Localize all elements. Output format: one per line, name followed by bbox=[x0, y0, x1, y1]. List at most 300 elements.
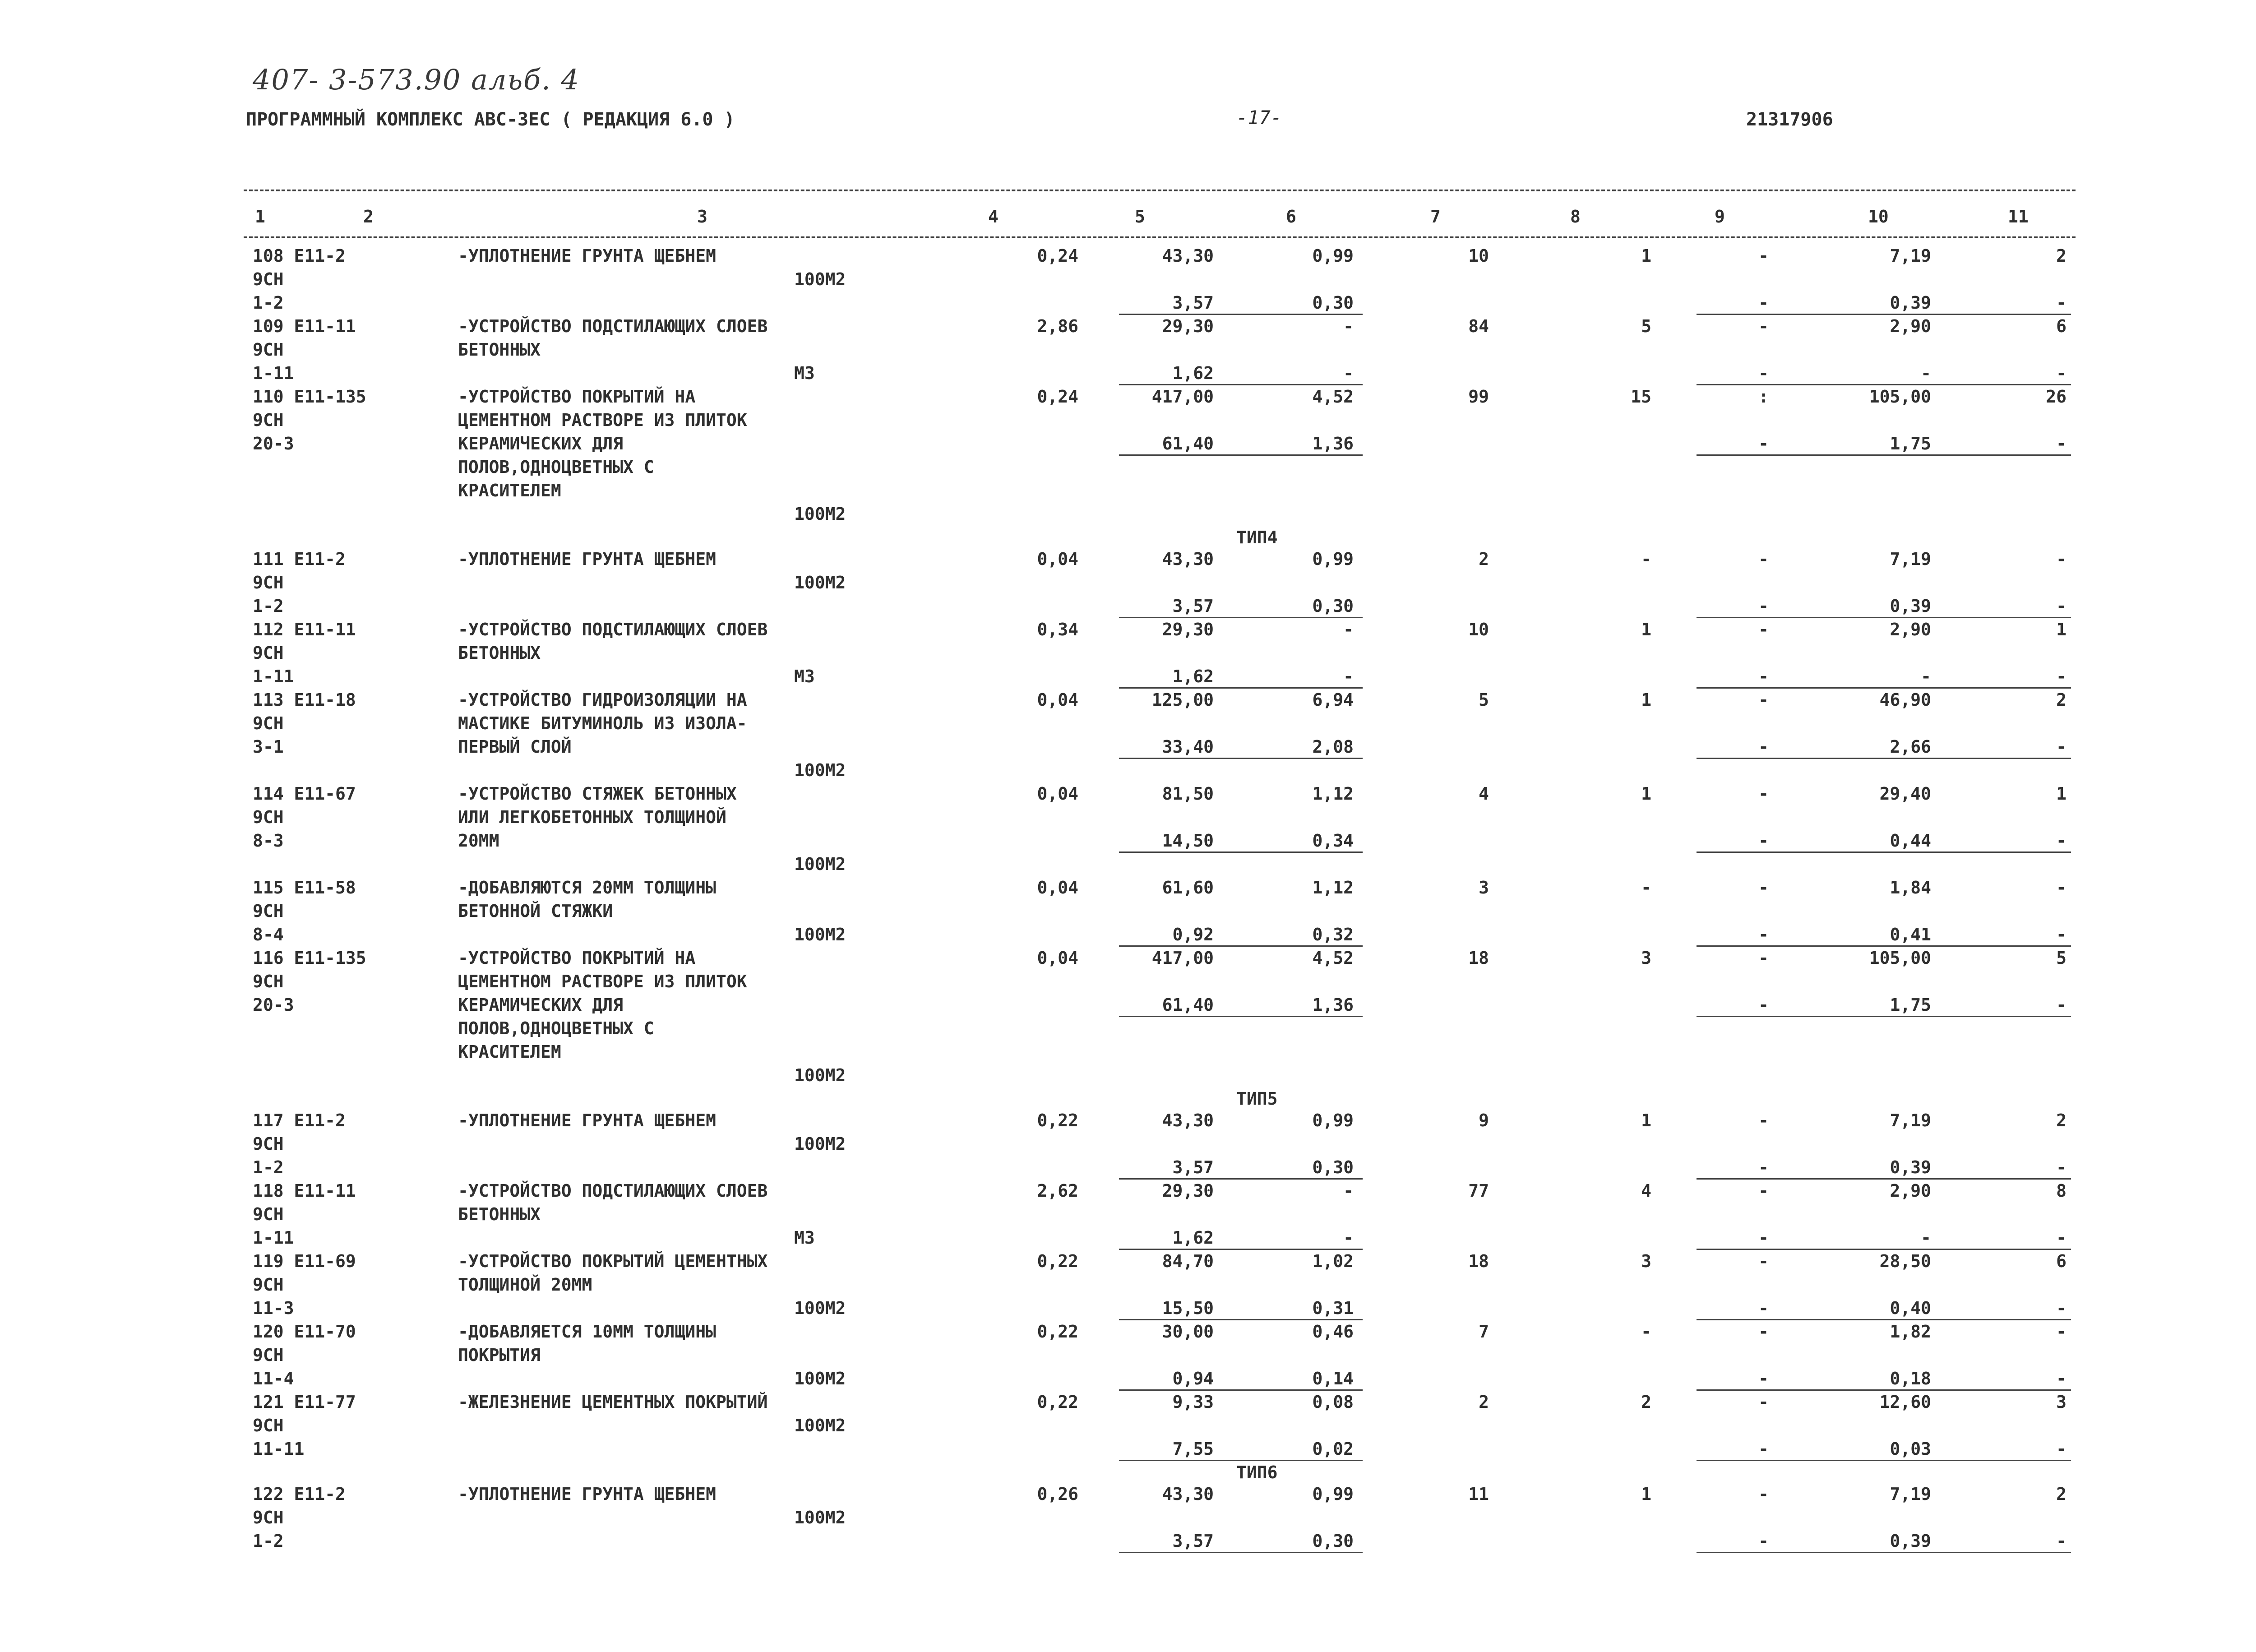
unit-price-wages: - bbox=[1343, 1181, 1354, 1201]
item-code: 1-2 bbox=[253, 1157, 284, 1177]
col-number: 11 bbox=[2008, 207, 2029, 227]
item-code: 1-11 bbox=[253, 1228, 294, 1248]
col-number: 5 bbox=[1135, 207, 1145, 227]
item-code: 3-1 bbox=[253, 737, 284, 757]
unit-price: 3,57 bbox=[1172, 596, 1214, 616]
col-number: 10 bbox=[1868, 207, 1889, 227]
unit-price-wages: 1,12 bbox=[1312, 784, 1354, 804]
total-cost: 3 bbox=[1479, 878, 1489, 898]
work-description: 100М2 bbox=[794, 1298, 846, 1318]
total-wages: 4 bbox=[1641, 1181, 1651, 1201]
labor-value: 7,19 bbox=[1890, 549, 1931, 569]
total-underline bbox=[1697, 851, 2071, 853]
col-9-value: - bbox=[1758, 1369, 1769, 1388]
unit-price: 43,30 bbox=[1162, 1111, 1214, 1130]
total-underline bbox=[1697, 1016, 2071, 1017]
quantity: 0,24 bbox=[1037, 387, 1078, 407]
work-description: М3 bbox=[794, 1228, 815, 1248]
unit-price-wages: 0,99 bbox=[1312, 246, 1354, 266]
table-row bbox=[0, 1204, 2256, 1228]
total-cost: 9 bbox=[1479, 1111, 1489, 1130]
total-wages: 5 bbox=[1641, 316, 1651, 336]
col-11-value: - bbox=[2056, 831, 2066, 851]
labor-value: 105,00 bbox=[1869, 387, 1931, 407]
col-11-value: - bbox=[2056, 1439, 2066, 1459]
col-11-value: 6 bbox=[2056, 316, 2066, 336]
col-11-value: - bbox=[2056, 596, 2066, 616]
quantity: 0,22 bbox=[1037, 1251, 1078, 1271]
unit-price-wages: 2,08 bbox=[1312, 737, 1354, 757]
table-row bbox=[0, 1251, 2256, 1275]
labor-value: 0,03 bbox=[1890, 1439, 1931, 1459]
total-wages: - bbox=[1641, 1322, 1651, 1342]
quantity: 0,22 bbox=[1037, 1322, 1078, 1342]
item-code: 20-3 bbox=[253, 434, 294, 453]
work-description: -УПЛОТНЕНИЕ ГРУНТА ЩЕБНЕМ bbox=[458, 1111, 716, 1130]
table-row bbox=[0, 1065, 2256, 1089]
unit-price-wages: 0,99 bbox=[1312, 549, 1354, 569]
quantity: 0,22 bbox=[1037, 1111, 1078, 1130]
table-row bbox=[0, 1157, 2256, 1181]
total-underline bbox=[1119, 1016, 1363, 1017]
item-code: 9СН bbox=[253, 1275, 284, 1295]
work-description: 100М2 bbox=[794, 1134, 846, 1154]
col-9-value: - bbox=[1758, 925, 1769, 944]
work-description: -УСТРОЙСТВО СТЯЖЕК БЕТОННЫХ bbox=[458, 784, 737, 804]
unit-price: 61,40 bbox=[1162, 995, 1214, 1015]
page-number: -17- bbox=[1236, 106, 1282, 129]
total-underline bbox=[1119, 851, 1363, 853]
work-description: МАСТИКЕ БИТУМИНОЛЬ ИЗ ИЗОЛА- bbox=[458, 713, 747, 733]
total-underline bbox=[1119, 617, 1363, 618]
table-row bbox=[0, 690, 2256, 713]
work-description: ЦЕМЕНТНОМ РАСТВОРЕ ИЗ ПЛИТОК bbox=[458, 972, 747, 991]
work-description: 100М2 bbox=[794, 1416, 846, 1435]
unit-price-wages: - bbox=[1343, 666, 1354, 686]
work-description: -УПЛОТНЕНИЕ ГРУНТА ЩЕБНЕМ bbox=[458, 1484, 716, 1504]
col-number: 4 bbox=[988, 207, 999, 227]
work-description: 100М2 bbox=[794, 1369, 846, 1388]
item-code: 115 Е11-58 bbox=[253, 878, 356, 898]
total-underline bbox=[1697, 687, 2071, 689]
unit-price: 81,50 bbox=[1162, 784, 1214, 804]
unit-price: 7,55 bbox=[1172, 1439, 1214, 1459]
unit-price: 43,30 bbox=[1162, 549, 1214, 569]
col-number: 6 bbox=[1286, 207, 1296, 227]
total-underline bbox=[1697, 384, 2071, 385]
total-underline bbox=[1119, 1389, 1363, 1391]
table-row bbox=[0, 363, 2256, 387]
table-row bbox=[0, 1416, 2256, 1439]
item-code: 118 Е11-11 bbox=[253, 1181, 356, 1201]
col-9-value: - bbox=[1758, 831, 1769, 851]
total-underline bbox=[1119, 454, 1363, 456]
total-cost: 18 bbox=[1468, 948, 1489, 968]
work-description: ТИП5 bbox=[1236, 1089, 1278, 1109]
work-description: БЕТОННЫХ bbox=[458, 643, 541, 663]
unit-price-wages: 0,30 bbox=[1312, 1157, 1354, 1177]
unit-price-wages: 0,14 bbox=[1312, 1369, 1354, 1388]
work-description: 100М2 bbox=[794, 504, 846, 524]
unit-price: 417,00 bbox=[1151, 948, 1214, 968]
item-code: 119 Е11-69 bbox=[253, 1251, 356, 1271]
table-row bbox=[0, 1018, 2256, 1042]
col-9-value: - bbox=[1758, 948, 1769, 968]
table-row bbox=[0, 1508, 2256, 1531]
table-row bbox=[0, 410, 2256, 434]
item-code: 9СН bbox=[253, 1416, 284, 1435]
section-type-label bbox=[0, 1462, 2256, 1484]
work-description: -УСТРОЙСТВО ПОКРЫТИЙ НА bbox=[458, 948, 696, 968]
total-wages: 1 bbox=[1641, 1111, 1651, 1130]
work-description: КЕРАМИЧЕСКИХ ДЛЯ bbox=[458, 995, 624, 1015]
work-description: -ЖЕЛЕЗНЕНИЕ ЦЕМЕНТНЫХ ПОКРЫТИЙ bbox=[458, 1392, 768, 1412]
table-row bbox=[0, 1134, 2256, 1157]
item-code: 117 Е11-2 bbox=[253, 1111, 346, 1130]
unit-price: 3,57 bbox=[1172, 1157, 1214, 1177]
unit-price: 43,30 bbox=[1162, 1484, 1214, 1504]
work-description: БЕТОННЫХ bbox=[458, 1204, 541, 1224]
item-code: 8-4 bbox=[253, 925, 284, 944]
item-code: 9СН bbox=[253, 643, 284, 663]
work-description: КРАСИТЕЛЕМ bbox=[458, 1042, 561, 1062]
total-cost: 10 bbox=[1468, 620, 1489, 639]
unit-price: 84,70 bbox=[1162, 1251, 1214, 1271]
col-11-value: - bbox=[2056, 1298, 2066, 1318]
col-9-value: - bbox=[1758, 995, 1769, 1015]
total-cost: 10 bbox=[1468, 246, 1489, 266]
labor-value: 1,75 bbox=[1890, 995, 1931, 1015]
labor-value: - bbox=[1921, 1228, 1931, 1248]
total-underline bbox=[1697, 314, 2071, 315]
col-11-value: 5 bbox=[2056, 948, 2066, 968]
labor-value: 28,50 bbox=[1879, 1251, 1931, 1271]
item-code: 9СН bbox=[253, 901, 284, 921]
table-row bbox=[0, 434, 2256, 457]
item-code: 11-11 bbox=[253, 1439, 305, 1459]
unit-price-wages: 0,31 bbox=[1312, 1298, 1354, 1318]
col-11-value: 8 bbox=[2056, 1181, 2066, 1201]
col-9-value: - bbox=[1758, 246, 1769, 266]
work-description: М3 bbox=[794, 363, 815, 383]
col-11-value: 2 bbox=[2056, 1484, 2066, 1504]
item-code: 110 Е11-135 bbox=[253, 387, 366, 407]
col-number: 7 bbox=[1430, 207, 1441, 227]
table-row bbox=[0, 1111, 2256, 1134]
total-wages: 1 bbox=[1641, 690, 1651, 710]
unit-price-wages: 0,30 bbox=[1312, 1531, 1354, 1551]
col-11-value: - bbox=[2056, 1322, 2066, 1342]
col-9-value: - bbox=[1758, 1157, 1769, 1177]
item-code: 9СН bbox=[253, 340, 284, 360]
column-number-row bbox=[244, 207, 2076, 232]
table-row bbox=[0, 596, 2256, 620]
total-wages: 2 bbox=[1641, 1392, 1651, 1412]
total-cost: 84 bbox=[1468, 316, 1489, 336]
document-number: 21317906 bbox=[1746, 109, 1833, 130]
table-row bbox=[0, 901, 2256, 925]
col-11-value: 2 bbox=[2056, 246, 2066, 266]
total-underline bbox=[1697, 454, 2071, 456]
unit-price: 61,60 bbox=[1162, 878, 1214, 898]
item-code: 9СН bbox=[253, 713, 284, 733]
col-9-value: - bbox=[1758, 666, 1769, 686]
total-cost: 18 bbox=[1468, 1251, 1489, 1271]
col-9-value: - bbox=[1758, 363, 1769, 383]
unit-price: 30,00 bbox=[1162, 1322, 1214, 1342]
item-code: 1-11 bbox=[253, 363, 294, 383]
table-row bbox=[0, 387, 2256, 410]
unit-price: 29,30 bbox=[1162, 316, 1214, 336]
total-underline bbox=[1697, 1389, 2071, 1391]
col-number: 3 bbox=[697, 207, 707, 227]
col-9-value: - bbox=[1758, 878, 1769, 898]
item-code: 113 Е11-18 bbox=[253, 690, 356, 710]
item-code: 9СН bbox=[253, 1204, 284, 1224]
total-wages: 1 bbox=[1641, 246, 1651, 266]
unit-price: 1,62 bbox=[1172, 666, 1214, 686]
total-wages: 3 bbox=[1641, 1251, 1651, 1271]
table-row bbox=[0, 831, 2256, 854]
col-9-value: - bbox=[1758, 1322, 1769, 1342]
work-description: -УСТРОЙСТВО ПОКРЫТИЙ ЦЕМЕНТНЫХ bbox=[458, 1251, 768, 1271]
total-wages: 1 bbox=[1641, 1484, 1651, 1504]
unit-price-wages: 6,94 bbox=[1312, 690, 1354, 710]
table-row bbox=[0, 878, 2256, 901]
work-description: -ДОБАВЛЯЕТСЯ 10ММ ТОЛЩИНЫ bbox=[458, 1322, 716, 1342]
table-row bbox=[0, 1042, 2256, 1065]
table-row bbox=[0, 549, 2256, 573]
total-underline bbox=[1119, 1249, 1363, 1250]
labor-value: 1,82 bbox=[1890, 1322, 1931, 1342]
table-row bbox=[0, 573, 2256, 596]
work-description: -ДОБАВЛЯЮТСЯ 20ММ ТОЛЩИНЫ bbox=[458, 878, 716, 898]
unit-price-wages: 0,34 bbox=[1312, 831, 1354, 851]
unit-price: 15,50 bbox=[1162, 1298, 1214, 1318]
total-underline bbox=[1119, 384, 1363, 385]
top-rule bbox=[244, 190, 2076, 191]
table-row bbox=[0, 948, 2256, 972]
total-wages: 3 bbox=[1641, 948, 1651, 968]
item-code: 111 Е11-2 bbox=[253, 549, 346, 569]
table-row bbox=[0, 1484, 2256, 1508]
unit-price: 29,30 bbox=[1162, 1181, 1214, 1201]
labor-value: 1,75 bbox=[1890, 434, 1931, 453]
col-number: 8 bbox=[1570, 207, 1581, 227]
unit-price-wages: 0,02 bbox=[1312, 1439, 1354, 1459]
table-row bbox=[0, 340, 2256, 363]
total-cost: 7 bbox=[1479, 1322, 1489, 1342]
labor-value: - bbox=[1921, 363, 1931, 383]
item-code: 9СН bbox=[253, 269, 284, 289]
section-type-label bbox=[0, 1089, 2256, 1111]
col-11-value: - bbox=[2056, 293, 2066, 313]
item-code: 114 Е11-67 bbox=[253, 784, 356, 804]
col-11-value: - bbox=[2056, 666, 2066, 686]
work-description: -УСТРОЙСТВО ГИДРОИЗОЛЯЦИИ НА bbox=[458, 690, 747, 710]
col-9-value: - bbox=[1758, 596, 1769, 616]
work-description: -УСТРОЙСТВО ПОДСТИЛАЮЩИХ СЛОЕВ bbox=[458, 1181, 768, 1201]
work-description: -УСТРОЙСТВО ПОДСТИЛАЮЩИХ СЛОЕВ bbox=[458, 316, 768, 336]
table-row bbox=[0, 1275, 2256, 1298]
table-row bbox=[0, 1181, 2256, 1204]
unit-price: 1,62 bbox=[1172, 363, 1214, 383]
total-wages: 1 bbox=[1641, 784, 1651, 804]
work-description: 100М2 bbox=[794, 1065, 846, 1085]
quantity: 2,86 bbox=[1037, 316, 1078, 336]
col-11-value: 1 bbox=[2056, 784, 2066, 804]
labor-value: 46,90 bbox=[1879, 690, 1931, 710]
total-underline bbox=[1697, 945, 2071, 947]
work-description: 20ММ bbox=[458, 831, 499, 851]
total-wages: 1 bbox=[1641, 620, 1651, 639]
labor-value: 1,84 bbox=[1890, 878, 1931, 898]
col-11-value: 3 bbox=[2056, 1392, 2066, 1412]
unit-price: 61,40 bbox=[1162, 434, 1214, 453]
item-code: 20-3 bbox=[253, 995, 294, 1015]
unit-price-wages: - bbox=[1343, 1228, 1354, 1248]
col-number: 9 bbox=[1715, 207, 1725, 227]
table-row bbox=[0, 481, 2256, 504]
col-9-value: : bbox=[1758, 387, 1769, 407]
work-description: -УПЛОТНЕНИЕ ГРУНТА ЩЕБНЕМ bbox=[458, 549, 716, 569]
item-code: 8-3 bbox=[253, 831, 284, 851]
work-description: ТИП6 bbox=[1236, 1462, 1278, 1482]
col-11-value: 6 bbox=[2056, 1251, 2066, 1271]
col-11-value: 1 bbox=[2056, 620, 2066, 639]
col-9-value: - bbox=[1758, 434, 1769, 453]
table-row bbox=[0, 316, 2256, 340]
work-description: БЕТОННЫХ bbox=[458, 340, 541, 360]
program-title: ПРОГРАММНЫЙ КОМПЛЕКС АВС-3ЕС ( РЕДАКЦИЯ 6.0 ) bbox=[246, 109, 735, 130]
col-9-value: - bbox=[1758, 690, 1769, 710]
col-11-value: - bbox=[2056, 878, 2066, 898]
unit-price: 0,92 bbox=[1172, 925, 1214, 944]
labor-value: 0,39 bbox=[1890, 1531, 1931, 1551]
work-description: КЕРАМИЧЕСКИХ ДЛЯ bbox=[458, 434, 624, 453]
total-cost: 5 bbox=[1479, 690, 1489, 710]
item-code: 9СН bbox=[253, 573, 284, 592]
table-row bbox=[0, 972, 2256, 995]
total-underline bbox=[1697, 1460, 2071, 1461]
labor-value: 0,41 bbox=[1890, 925, 1931, 944]
item-code: 116 Е11-135 bbox=[253, 948, 366, 968]
col-9-value: - bbox=[1758, 620, 1769, 639]
unit-price: 125,00 bbox=[1151, 690, 1214, 710]
unit-price: 9,33 bbox=[1172, 1392, 1214, 1412]
col-11-value: 26 bbox=[2046, 387, 2066, 407]
total-wages: 15 bbox=[1631, 387, 1651, 407]
col-9-value: - bbox=[1758, 1531, 1769, 1551]
work-description: 100М2 bbox=[794, 1508, 846, 1527]
unit-price-wages: - bbox=[1343, 363, 1354, 383]
work-description: КРАСИТЕЛЕМ bbox=[458, 481, 561, 500]
table-row bbox=[0, 995, 2256, 1018]
work-description: ИЛИ ЛЕГКОБЕТОННЫХ ТОЛЩИНОЙ bbox=[458, 807, 726, 827]
total-cost: 2 bbox=[1479, 1392, 1489, 1412]
table-row bbox=[0, 1322, 2256, 1345]
total-underline bbox=[1119, 1552, 1363, 1553]
unit-price-wages: 0,08 bbox=[1312, 1392, 1354, 1412]
table-row bbox=[0, 854, 2256, 878]
item-code: 11-4 bbox=[253, 1369, 294, 1388]
labor-value: 0,39 bbox=[1890, 1157, 1931, 1177]
item-code: 108 Е11-2 bbox=[253, 246, 346, 266]
col-9-value: - bbox=[1758, 1439, 1769, 1459]
quantity: 0,24 bbox=[1037, 246, 1078, 266]
col-9-value: - bbox=[1758, 1298, 1769, 1318]
handwritten-doc-reference: 407- 3-573.90 альб. 4 bbox=[253, 63, 580, 96]
quantity: 0,04 bbox=[1037, 878, 1078, 898]
col-11-value: - bbox=[2056, 737, 2066, 757]
table-row bbox=[0, 925, 2256, 948]
item-code: 109 Е11-11 bbox=[253, 316, 356, 336]
unit-price-wages: 1,12 bbox=[1312, 878, 1354, 898]
total-underline bbox=[1119, 758, 1363, 759]
table-row bbox=[0, 1228, 2256, 1251]
col-number: 2 bbox=[363, 207, 374, 227]
item-code: 9СН bbox=[253, 1508, 284, 1527]
col-number: 1 bbox=[255, 207, 265, 227]
total-cost: 99 bbox=[1468, 387, 1489, 407]
table-row bbox=[0, 1392, 2256, 1416]
quantity: 0,26 bbox=[1037, 1484, 1078, 1504]
col-11-value: - bbox=[2056, 995, 2066, 1015]
item-code: 121 Е11-77 bbox=[253, 1392, 356, 1412]
work-description: 100М2 bbox=[794, 760, 846, 780]
table-row bbox=[0, 1369, 2256, 1392]
item-code: 1-2 bbox=[253, 596, 284, 616]
table-row bbox=[0, 1298, 2256, 1322]
table-row bbox=[0, 1439, 2256, 1462]
col-11-value: - bbox=[2056, 1369, 2066, 1388]
work-description: ТИП4 bbox=[1236, 528, 1278, 547]
table-row bbox=[0, 784, 2256, 807]
labor-value: 7,19 bbox=[1890, 1484, 1931, 1504]
total-underline bbox=[1119, 314, 1363, 315]
unit-price-wages: 0,99 bbox=[1312, 1484, 1354, 1504]
table-row bbox=[0, 620, 2256, 643]
unit-price: 14,50 bbox=[1162, 831, 1214, 851]
labor-value: 12,60 bbox=[1879, 1392, 1931, 1412]
total-underline bbox=[1697, 1552, 2071, 1553]
table-row bbox=[0, 269, 2256, 293]
unit-price-wages: 1,02 bbox=[1312, 1251, 1354, 1271]
work-description: 100М2 bbox=[794, 573, 846, 592]
header-rule bbox=[244, 236, 2076, 238]
col-11-value: - bbox=[2056, 1228, 2066, 1248]
col-9-value: - bbox=[1758, 737, 1769, 757]
unit-price-wages: - bbox=[1343, 620, 1354, 639]
table-row bbox=[0, 504, 2256, 528]
total-cost: 77 bbox=[1468, 1181, 1489, 1201]
col-9-value: - bbox=[1758, 1111, 1769, 1130]
work-description: 100М2 bbox=[794, 854, 846, 874]
work-description: ЦЕМЕНТНОМ РАСТВОРЕ ИЗ ПЛИТОК bbox=[458, 410, 747, 430]
labor-value: - bbox=[1921, 666, 1931, 686]
unit-price-wages: 0,30 bbox=[1312, 293, 1354, 313]
unit-price: 0,94 bbox=[1172, 1369, 1214, 1388]
item-code: 122 Е11-2 bbox=[253, 1484, 346, 1504]
col-9-value: - bbox=[1758, 549, 1769, 569]
unit-price-wages: 4,52 bbox=[1312, 948, 1354, 968]
labor-value: 7,19 bbox=[1890, 246, 1931, 266]
col-11-value: - bbox=[2056, 434, 2066, 453]
col-9-value: - bbox=[1758, 293, 1769, 313]
item-code: 9СН bbox=[253, 972, 284, 991]
item-code: 11-3 bbox=[253, 1298, 294, 1318]
labor-value: 2,90 bbox=[1890, 1181, 1931, 1201]
